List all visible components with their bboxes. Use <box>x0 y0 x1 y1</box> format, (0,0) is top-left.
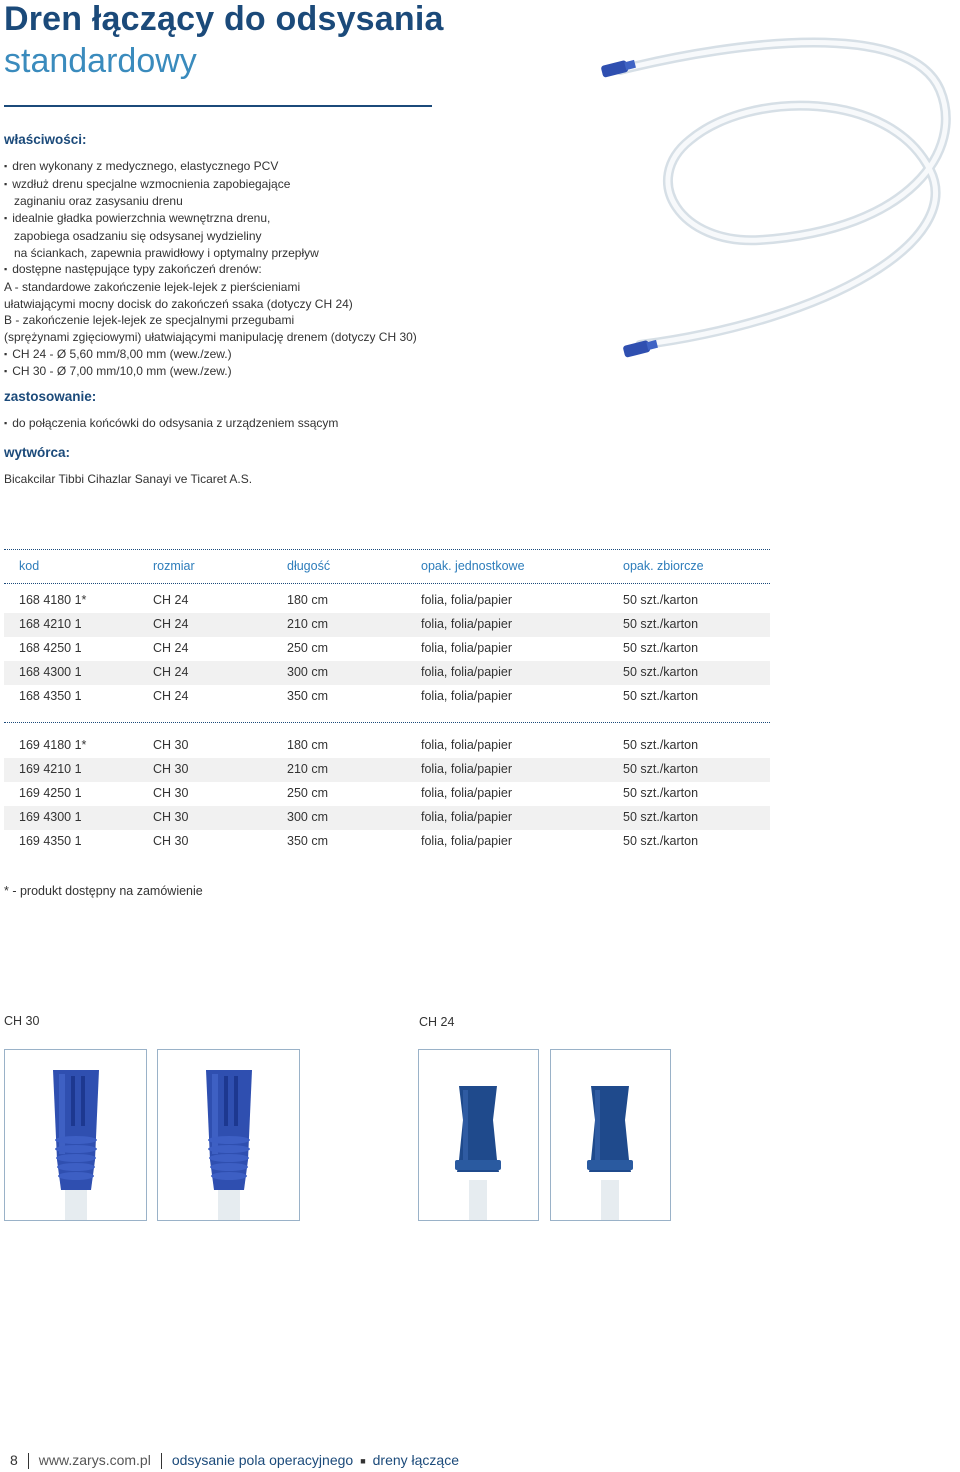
property-line: ▪ idealnie gładka powierzchnia wewnętrzna drenu, <box>4 210 417 228</box>
table-row <box>4 734 770 758</box>
footer-separator <box>28 1453 29 1469</box>
cell-unit-pack: folia, folia/papier <box>421 738 513 752</box>
table-header-row <box>4 555 770 579</box>
footer-bullet-icon: ■ <box>360 1456 366 1466</box>
cell-bulk-pack: 50 szt./karton <box>623 738 699 752</box>
connector-photo-ch24-b <box>550 1049 671 1221</box>
cell-size: CH 30 <box>153 738 189 752</box>
cell-code: 169 4210 1 <box>19 762 82 776</box>
cell-length: 300 cm <box>287 665 328 679</box>
cell-code: 169 4300 1 <box>19 810 82 824</box>
cell-unit-pack: folia, folia/papier <box>421 641 513 655</box>
cell-size: CH 30 <box>153 810 189 824</box>
table-row <box>4 782 770 806</box>
page-title: Dren łączący do odsysania <box>4 0 444 38</box>
ch24-connector-image <box>551 1050 670 1220</box>
table-row <box>4 830 770 854</box>
photo-label-ch24: CH 24 <box>419 1015 455 1029</box>
cell-length: 180 cm <box>287 738 328 752</box>
table-row <box>4 661 770 685</box>
photo-label-ch30: CH 30 <box>4 1014 40 1028</box>
properties-list <box>4 158 417 381</box>
cell-unit-pack: folia, folia/papier <box>421 689 513 703</box>
property-line: (sprężynami zgięciowymi) ułatwiającymi manipulację drenem (dotyczy CH 30) <box>4 330 417 345</box>
connector-photo-ch30-a <box>4 1049 147 1221</box>
cell-bulk-pack: 50 szt./karton <box>623 810 699 824</box>
cell-size: CH 24 <box>153 689 189 703</box>
cell-bulk-pack: 50 szt./karton <box>623 593 699 607</box>
cell-code: 169 4350 1 <box>19 834 82 848</box>
cell-unit-pack: folia, folia/papier <box>421 593 513 607</box>
property-line: ▪ dren wykonany z medycznego, elastycznego PCV <box>4 158 417 176</box>
ch30-connector-image <box>158 1050 299 1220</box>
cell-length: 300 cm <box>287 810 328 824</box>
footer-separator <box>161 1453 162 1469</box>
property-line: B - zakończenie lejek-lejek ze specjalnymi przegubami <box>4 313 295 328</box>
property-line: ▪ CH 24 - Ø 5,60 mm/8,00 mm (wew./zew.) <box>4 346 417 364</box>
cell-bulk-pack: 50 szt./karton <box>623 762 699 776</box>
table-row <box>4 806 770 830</box>
footer <box>10 1452 459 1469</box>
column-header-length: długość <box>287 559 331 573</box>
cell-code: 169 4180 1* <box>19 738 87 752</box>
table-top-rule <box>4 549 770 550</box>
cell-size: CH 24 <box>153 593 189 607</box>
cell-size: CH 30 <box>153 762 189 776</box>
column-header-bulk-pack: opak. zbiorcze <box>623 559 704 573</box>
cell-bulk-pack: 50 szt./karton <box>623 689 699 703</box>
cell-code: 168 4180 1* <box>19 593 87 607</box>
property-line: ▪ wzdłuż drenu specjalne wzmocnienia zapobiegające <box>4 176 417 194</box>
cell-length: 250 cm <box>287 786 328 800</box>
ch24-connector-image <box>419 1050 538 1220</box>
footnote: * - produkt dostępny na zamówienie <box>4 884 203 898</box>
cell-length: 210 cm <box>287 617 328 631</box>
cell-length: 350 cm <box>287 834 328 848</box>
cell-bulk-pack: 50 szt./karton <box>623 834 699 848</box>
connector-photo-ch30-b <box>157 1049 300 1221</box>
cell-size: CH 30 <box>153 834 189 848</box>
property-line: zapobiega osadzaniu się odsysanej wydzieliny <box>14 228 262 243</box>
cell-unit-pack: folia, folia/papier <box>421 834 513 848</box>
manufacturer-text: Bicakcilar Tibbi Cihazlar Sanayi ve Ticaret A.S. <box>4 472 253 486</box>
cell-length: 210 cm <box>287 762 328 776</box>
cell-code: 168 4300 1 <box>19 665 82 679</box>
property-line: na ściankach, zapewnia prawidłowy i optymalny przepływ <box>14 245 319 260</box>
table-row <box>4 613 770 637</box>
property-line: zaginaniu oraz zasysaniu drenu <box>14 194 183 209</box>
cell-size: CH 24 <box>153 617 189 631</box>
property-line: ułatwiającymi mocny docisk do zakończeń ssaka (dotyczy CH 24) <box>4 296 353 311</box>
table-row <box>4 758 770 782</box>
usage-heading: zastosowanie: <box>4 389 97 404</box>
cell-bulk-pack: 50 szt./karton <box>623 617 699 631</box>
cell-unit-pack: folia, folia/papier <box>421 665 513 679</box>
cell-length: 350 cm <box>287 689 328 703</box>
suction-tube-illustration <box>580 30 960 370</box>
cell-unit-pack: folia, folia/papier <box>421 810 513 824</box>
page-number: 8 <box>10 1452 18 1468</box>
cell-size: CH 30 <box>153 786 189 800</box>
table-row <box>4 589 770 613</box>
table-header-rule <box>4 583 770 584</box>
cell-length: 250 cm <box>287 641 328 655</box>
cell-bulk-pack: 50 szt./karton <box>623 665 699 679</box>
cell-unit-pack: folia, folia/papier <box>421 617 513 631</box>
usage-text: ▪ do połączenia końcówki do odsysania z urządzeniem ssącym <box>4 415 338 433</box>
connector-photo-ch24-a <box>418 1049 539 1221</box>
cell-code: 168 4350 1 <box>19 689 82 703</box>
column-header-size: rozmiar <box>153 559 195 573</box>
property-line: ▪ dostępne następujące typy zakończeń drenów: <box>4 261 417 279</box>
cell-code: 168 4250 1 <box>19 641 82 655</box>
title-divider <box>4 105 432 107</box>
cell-bulk-pack: 50 szt./karton <box>623 641 699 655</box>
property-line: ▪ CH 30 - Ø 7,00 mm/10,0 mm (wew./zew.) <box>4 363 417 381</box>
table-group-rule <box>4 722 770 723</box>
property-line: A - standardowe zakończenie lejek-lejek z pierścieniami <box>4 279 301 294</box>
cell-unit-pack: folia, folia/papier <box>421 786 513 800</box>
cell-length: 180 cm <box>287 593 328 607</box>
cell-size: CH 24 <box>153 641 189 655</box>
table-row <box>4 685 770 709</box>
footer-url[interactable]: www.zarys.com.pl <box>38 1452 151 1468</box>
properties-heading: właściwości: <box>4 132 87 147</box>
column-header-code: kod <box>19 559 40 573</box>
manufacturer-heading: wytwórca: <box>4 445 71 460</box>
cell-size: CH 24 <box>153 665 189 679</box>
footer-category: odsysanie pola operacyjnego <box>171 1452 354 1468</box>
cell-code: 168 4210 1 <box>19 617 82 631</box>
page-subtitle: standardowy <box>4 42 197 80</box>
cell-unit-pack: folia, folia/papier <box>421 762 513 776</box>
footer-subcategory: dreny łączące <box>372 1452 460 1468</box>
usage-text-block <box>4 415 338 433</box>
cell-bulk-pack: 50 szt./karton <box>623 786 699 800</box>
table-row <box>4 637 770 661</box>
cell-code: 169 4250 1 <box>19 786 82 800</box>
column-header-unit-pack: opak. jednostkowe <box>421 559 525 573</box>
ch30-connector-image <box>5 1050 146 1220</box>
